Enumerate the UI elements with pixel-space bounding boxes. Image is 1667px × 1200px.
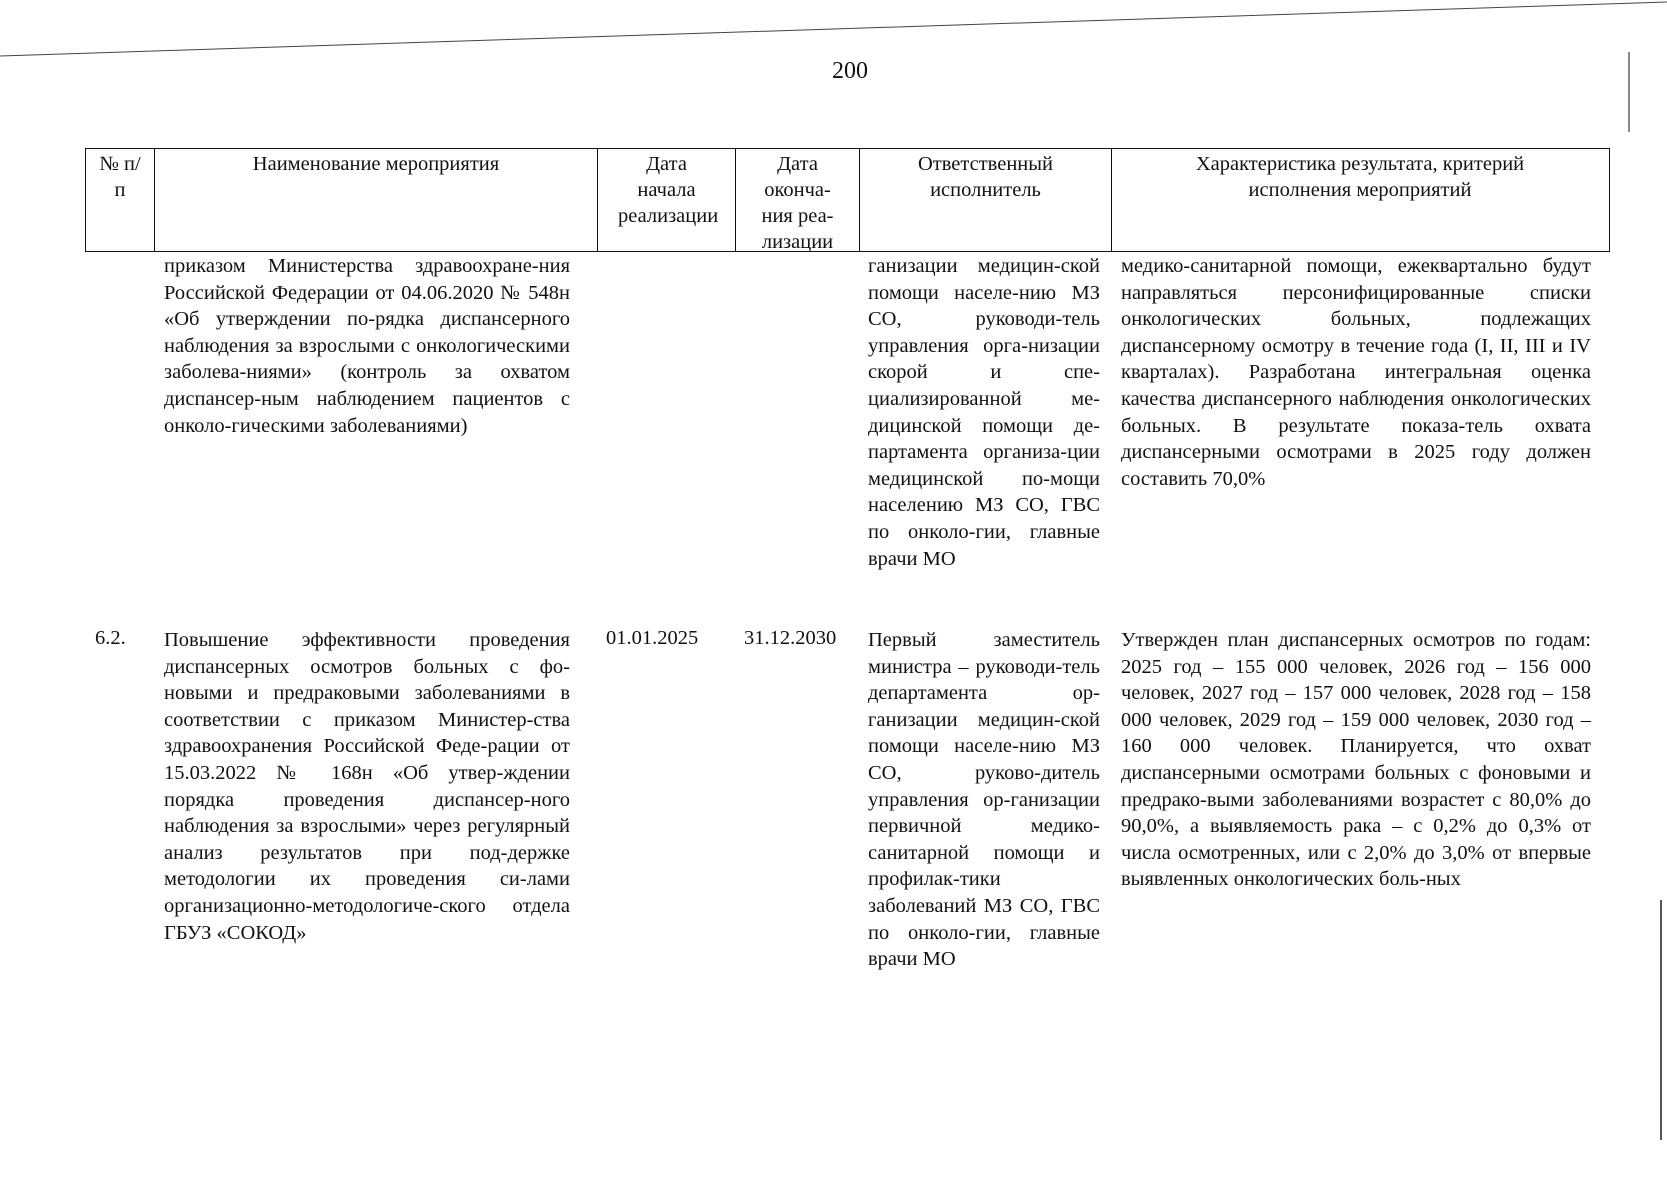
header-name-label: Наименование мероприятия: [252, 153, 500, 175]
header-start-label: Дата начала реализации: [618, 153, 719, 227]
row-2-number: 6.2.: [95, 627, 126, 649]
row-2-responsible: Первый заместитель министра – руководи-тель департамента ор-ганизации медицин-ской помощи населе-нию МЗ СО, руково-дитель управления ор-ганизации первичной медико-санитарной помощи и профилак-тики заболеваний МЗ СО, ГВС по онколо-гии, главные врачи МО: [868, 629, 1100, 971]
row-1-result: медико-санитарной помощи, ежеквартально будут направляться персонифицированные списки онкологических больных, подлежащих диспансерному осмотру в течение года (I, II, III и IV кварталах). Разработана интегральная оценка качества диспансерного наблюдения онкологических больных. В результате показа-тель охвата диспансерными осмотрами в 2025 году должен составить 70,0%: [1121, 255, 1591, 490]
row-2-name: Повышение эффективности проведения диспансерных осмотров больных с фо-новыми и предраковыми заболеваниями в соответствии с приказом Министер-ства здравоохранения Российской Феде-рации от 15.03.2022 № 168н «Об утвер-ждении порядка проведения диспансер-ного наблюдения за взрослыми» через регулярный анализ результатов при под-держке методологии их проведения си-лами организационно-методологиче-ского отдела ГБУЗ «СОКОД»: [164, 629, 570, 944]
header-end-label: Дата оконча-ния реа-лизации: [761, 153, 834, 253]
row-2-start-date: 01.01.2025: [606, 627, 699, 649]
row-1-responsible: ганизации медицин-ской помощи населе-нию МЗ СО, руководи-тель управления орга-низации скорой и спе-циализированной ме-дицинской помощи де-партамента организа-ции медицинской по-мощи населению МЗ СО, ГВС по онколо-гии, главные врачи МО: [868, 255, 1100, 570]
header-num-label: № п/п: [99, 153, 141, 201]
scan-edge-mark: [1628, 52, 1630, 132]
header-col-name: [155, 149, 598, 251]
header-result-label: Характеристика результата, критерий исполнения мероприятий: [1195, 153, 1525, 201]
table-header: [85, 148, 1610, 252]
scan-edge-mark: [1660, 900, 1662, 1140]
row-2-end-date: 31.12.2030: [744, 627, 837, 649]
header-resp-label: Ответственный исполнитель: [917, 153, 1054, 201]
header-col-start: [598, 149, 736, 251]
header-col-num: [86, 149, 155, 251]
header-col-resp: [860, 149, 1112, 251]
header-col-end: [736, 149, 860, 251]
row-1-name: приказом Министерства здравоохране-ния Российской Федерации от 04.06.2020 № 548н «Об утверждении по-рядка диспансерного наблюдения за взрослыми с онкологическими заболева-ниями» (контроль за охватом диспансер-ным наблюдением пациентов с онколо-гическими заболеваниями): [164, 255, 570, 437]
page-number: 200: [832, 58, 868, 84]
header-col-result: [1112, 149, 1608, 251]
row-2-result: Утвержден план диспансерных осмотров по годам: 2025 год – 155 000 человек, 2026 год – 156 000 человек, 2027 год – 157 000 человек, 2028 год – 158 000 человек, 2029 год – 159 000 человек, 2030 год – 160 000 человек. Планируется, что охват диспансерными осмотрами больных с фоновыми и предрако-выми заболеваниями возрастет с 80,0% до 90,0%, а выявляемость рака – с 0,2% до 0,3% от числа осмотренных, или с 2,0% до 3,0% от впервые выявленных онкологических боль-ных: [1121, 629, 1591, 891]
